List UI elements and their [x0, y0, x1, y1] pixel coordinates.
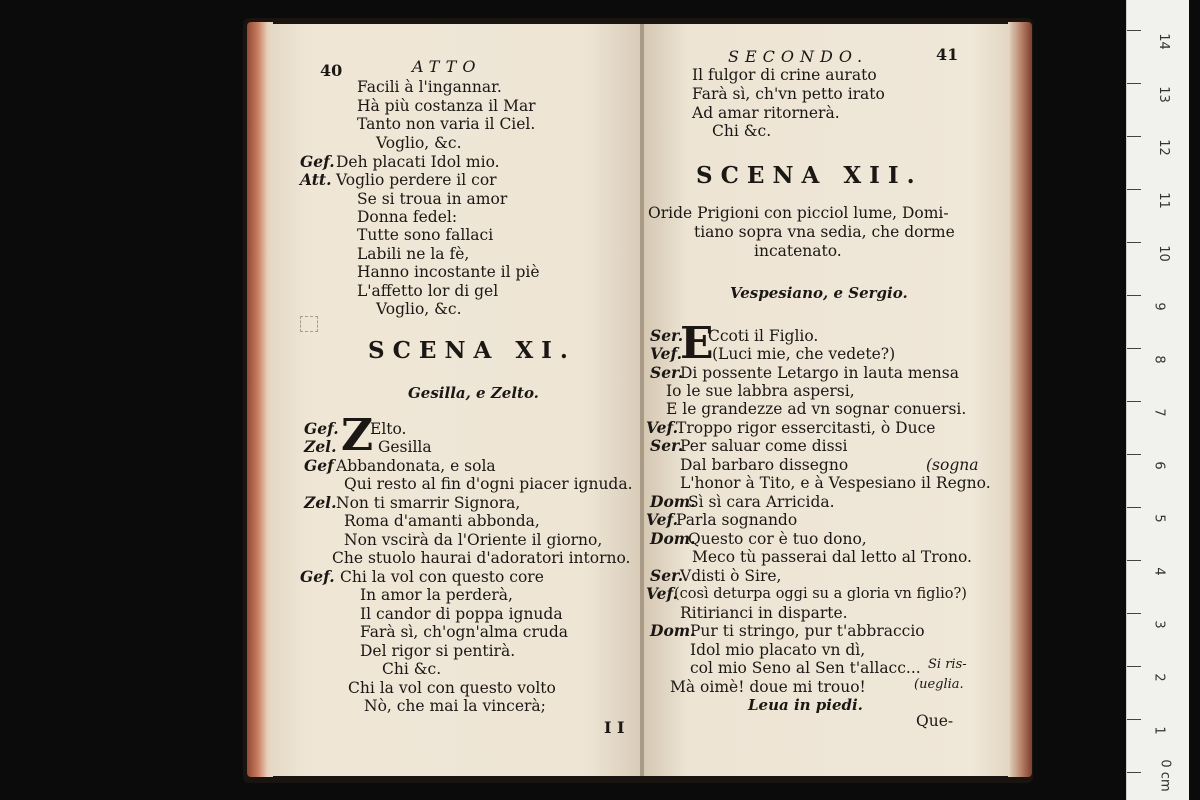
ruler-tick: [1127, 348, 1141, 349]
dialogue-line: (Luci mie, che vedete?): [712, 345, 896, 363]
ruler-tick: [1127, 772, 1141, 773]
dialogue-line: col mio Seno al Sen t'allacc...: [690, 659, 921, 677]
ruler-tick: [1127, 560, 1141, 561]
speaker: Zel.: [304, 437, 337, 456]
dialogue-line: Questo cor è tuo dono,: [688, 530, 867, 548]
ruler-number: 3: [1151, 620, 1167, 629]
ruler-number: 4: [1151, 567, 1167, 576]
speaker: Zel.: [304, 493, 337, 512]
dialogue-line: L'honor à Tito, e à Vespesiano il Regno.: [680, 474, 991, 492]
ruler-tick: [1127, 30, 1141, 31]
right-page: [644, 24, 1010, 776]
ruler-tick: [1127, 719, 1141, 720]
ruler-tick: [1127, 189, 1141, 190]
verse-line: L'affetto lor di gel: [357, 282, 499, 300]
dialogue-line: Pur ti stringo, pur t'abbraccio: [690, 622, 925, 640]
verse-line: Voglio, &c.: [376, 300, 462, 318]
running-head: SECONDO.: [728, 47, 869, 66]
left-page: [270, 24, 642, 776]
speaker: Gef.: [300, 567, 335, 586]
verse-line: Labili ne la fè,: [357, 245, 470, 263]
drop-cap: Z: [341, 410, 374, 461]
ruler-number: 2: [1151, 673, 1167, 682]
ruler-number: 14: [1155, 33, 1171, 50]
verse-line: In amor la perderà,: [360, 586, 513, 604]
dialogue-line: Sì sì cara Arricida.: [688, 493, 835, 511]
verse-line: Che stuolo haurai d'adoratori intorno.: [332, 549, 631, 567]
measuring-ruler: [1126, 0, 1189, 800]
margin-note: (sogna: [926, 456, 979, 474]
dialogue-line: Meco tù passerai dal letto al Trono.: [692, 548, 972, 566]
speaker: Vef.: [650, 344, 682, 363]
stage-direction-bottom: Leua in piedi.: [748, 696, 863, 714]
ruler-tick: [1127, 401, 1141, 402]
ruler-number: 10: [1155, 245, 1171, 262]
margin-note: Si ris-: [928, 657, 967, 672]
verse-line: Elto.: [370, 420, 407, 438]
speaker: Vef.: [646, 418, 678, 437]
dialogue-line: Dal barbaro dissegno: [680, 456, 849, 474]
library-stamp: [300, 316, 318, 332]
ruler-number: 5: [1151, 514, 1167, 523]
scene-title: SCENA XI.: [368, 337, 576, 364]
dialogue-line: (così deturpa oggi su a gloria vn figlio?): [674, 586, 967, 602]
scene-characters: Vespesiano, e Sergio.: [730, 284, 908, 302]
ruler-number: 0 cm: [1157, 759, 1173, 792]
speaker: Ser.: [650, 326, 684, 345]
verse-line: Deh placati Idol mio.: [336, 153, 500, 171]
scene-characters: Gesilla, e Zelto.: [408, 384, 539, 402]
dialogue-line: E le grandezze ad vn sognar conuersi.: [666, 400, 967, 418]
speaker: Vef.: [646, 584, 678, 603]
dialogue-line: Io le sue labbra aspersi,: [666, 382, 855, 400]
speaker: Att.: [300, 170, 332, 189]
dialogue-line: Di possente Letargo in lauta mensa: [680, 364, 959, 382]
ruler-tick: [1127, 295, 1141, 296]
dialogue-line: Troppo rigor essercitasti, ò Duce: [676, 419, 936, 437]
verse-line: Gesilla: [378, 438, 432, 456]
page-number: 41: [936, 45, 959, 64]
stage-direction-line: Oride Prigioni con picciol lume, Domi-: [648, 204, 949, 222]
dialogue-line: Per saluar come dissi: [680, 437, 848, 455]
verse-line: Voglio, &c.: [376, 134, 462, 152]
stage-direction-line: incatenato.: [754, 242, 842, 260]
verse-line: Roma d'amanti abbonda,: [344, 512, 540, 530]
verse-line: Donna fedel:: [357, 208, 458, 226]
ruler-number: 7: [1151, 408, 1167, 417]
signature-mark: I I: [604, 718, 625, 737]
speaker: Ser.: [650, 363, 684, 382]
verse-line: Qui resto al fin d'ogni piacer ignuda.: [344, 475, 633, 493]
stage-direction-line: tiano sopra vna sedia, che dorme: [694, 223, 955, 241]
verse-line: Non vscirà da l'Oriente il giorno,: [344, 531, 603, 549]
verse-line: Ad amar ritornerà.: [692, 104, 840, 122]
speaker: Gef.: [304, 419, 339, 438]
verse-line: Hanno incostante il piè: [357, 263, 540, 281]
speaker: Dom.: [650, 621, 696, 640]
ruler-number: 13: [1155, 86, 1171, 103]
ruler-tick: [1127, 136, 1141, 137]
margin-note: (ueglia.: [914, 677, 964, 692]
ruler-tick: [1127, 454, 1141, 455]
verse-line: Chi la vol con questo volto: [348, 679, 556, 697]
ruler-tick: [1127, 83, 1141, 84]
drop-cap: E: [680, 318, 714, 369]
speaker: Dom.: [650, 492, 696, 511]
speaker: Ser.: [650, 436, 684, 455]
dialogue-line: Vdisti ò Sire,: [680, 567, 782, 585]
dialogue-line: Ccoti il Figlio.: [708, 327, 819, 345]
verse-line: Farà sì, ch'ogn'alma cruda: [360, 623, 569, 641]
verse-line: Il candor di poppa ignuda: [360, 605, 563, 623]
ruler-number: 11: [1155, 192, 1171, 209]
dialogue-line: Parla sognando: [676, 511, 798, 529]
verse-line: Chi &c.: [712, 122, 772, 140]
ruler-number: 8: [1151, 355, 1167, 364]
verse-line: Voglio perdere il cor: [336, 171, 497, 189]
verse-line: Non ti smarrir Signora,: [336, 494, 521, 512]
ruler-number: 12: [1155, 139, 1171, 156]
ruler-tick: [1127, 507, 1141, 508]
dialogue-line: Ritirianci in disparte.: [680, 604, 848, 622]
speaker: Vef.: [646, 510, 678, 529]
speaker: Dom.: [650, 529, 696, 548]
speaker: Gef.: [300, 152, 335, 171]
verse-line: Tanto non varia il Ciel.: [357, 115, 536, 133]
verse-line: Farà sì, ch'vn petto irato: [692, 85, 885, 103]
ruler-tick: [1127, 666, 1141, 667]
verse-line: Il fulgor di crine aurato: [692, 66, 877, 84]
verse-line: Nò, che mai la vincerà;: [364, 697, 546, 715]
dialogue-line: Idol mio placato vn dì,: [690, 641, 866, 659]
speaker: Gef: [304, 456, 334, 475]
verse-line: Tutte sono fallaci: [357, 226, 494, 244]
page-number: 40: [320, 61, 343, 80]
catchword: Que-: [916, 712, 954, 730]
dialogue-line: Mà oimè! doue mi trouo!: [670, 678, 866, 696]
verse-line: Chi la vol con questo core: [340, 568, 544, 586]
verse-line: Chi &c.: [382, 660, 442, 678]
verse-line: Del rigor si pentirà.: [360, 642, 516, 660]
verse-line: Abbandonata, e sola: [336, 457, 496, 475]
verse-line: Facili à l'ingannar.: [357, 78, 502, 96]
ruler-number: 6: [1151, 461, 1167, 470]
ruler-tick: [1127, 613, 1141, 614]
speaker: Ser.: [650, 566, 684, 585]
ruler-tick: [1127, 242, 1141, 243]
verse-line: Se si troua in amor: [357, 190, 508, 208]
verse-line: Hà più costanza il Mar: [357, 97, 536, 115]
ruler-number: 9: [1151, 302, 1167, 311]
running-head: ATTO: [412, 57, 482, 76]
ruler-number: 1: [1151, 726, 1167, 735]
right-fore-edge: [1008, 22, 1032, 777]
scene-title: SCENA XII.: [696, 162, 923, 189]
